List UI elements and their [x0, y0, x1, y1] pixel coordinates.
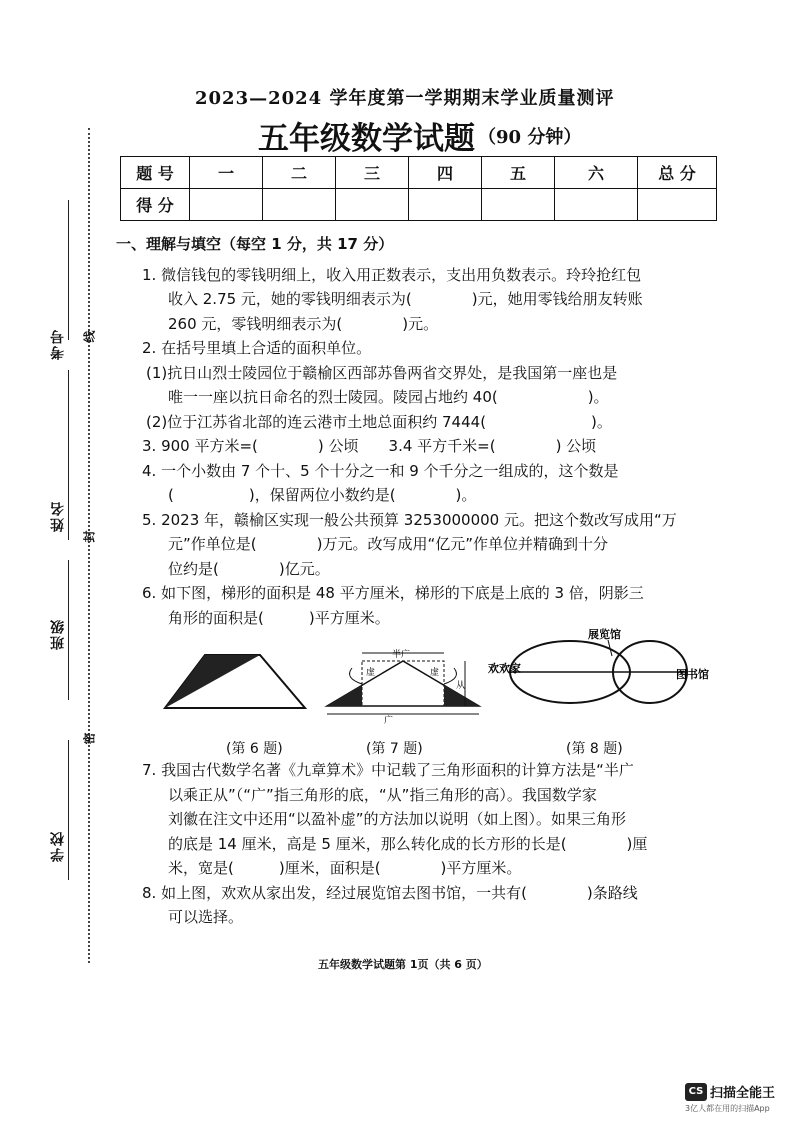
question-1-line: 260 元，零钱明细表示为( )元。 — [168, 314, 439, 333]
name-label: 姓名 — [50, 500, 66, 532]
question-2-line: (1)抗日山烈士陵园位于赣榆区西部苏鲁两省交界处，是我国第一座也是 — [146, 363, 618, 382]
height-label: 从 — [456, 681, 466, 691]
exam-duration: （90 分钟） — [478, 127, 582, 148]
score-cell: 总 分 — [638, 157, 717, 189]
half-base-label: 半广 — [392, 650, 411, 660]
class-line — [68, 560, 69, 700]
score-blank[interactable] — [190, 189, 263, 221]
class-label: 班级 — [50, 618, 66, 650]
figure-6-trapezoid — [160, 650, 310, 712]
figure-7-caption: (第 7 题) — [366, 741, 423, 757]
question-4-line: ( )，保留两位小数约是( )。 — [168, 486, 477, 504]
left-void-label: 虚 — [366, 668, 376, 678]
figure-6-caption: (第 6 题) — [226, 741, 283, 757]
exam-year-heading: 2023—2024 学年度第一学期期末学业质量测评 — [195, 88, 615, 109]
question-7-line: 米，宽是( )厘米，面积是( )平方厘米。 — [168, 859, 522, 877]
name-line — [68, 370, 69, 540]
section-title: 一、理解与填空（每空 1 分，共 17 分） — [116, 235, 394, 253]
score-cell: 五 — [482, 157, 555, 189]
question-7-line: 的底是 14 厘米，高是 5 厘米，那么转化成的长方形的长是( )厘 — [168, 834, 648, 853]
question-1-line: 1. 微信钱包的零钱明细上，收入用正数表示，支出用负数表示。玲玲抢红包 — [142, 265, 642, 284]
score-cell: 得 分 — [121, 189, 190, 221]
question-2-line: (2)位于江苏省北部的连云港市土地总面积约 7444( )。 — [146, 412, 612, 431]
score-blank[interactable] — [263, 189, 336, 221]
question-6-line: 6. 如下图，梯形的面积是 48 平方厘米，梯形的下底是上底的 3 倍，阴影三 — [142, 584, 644, 602]
score-cell: 六 — [555, 157, 638, 189]
shaded-triangle — [165, 655, 260, 708]
question-7-line: 以乘正从”（“广”指三角形的底，“从”指三角形的高）。我国数学家 — [168, 785, 597, 804]
score-blank[interactable] — [482, 189, 555, 221]
question-2-line: 2. 在括号里填上合适的面积单位。 — [142, 339, 372, 357]
score-cell: 二 — [263, 157, 336, 189]
question-5-line: 元”作单位是( )万元。改写成用“亿元”作单位并精确到十分 — [168, 535, 609, 553]
score-blank[interactable] — [638, 189, 717, 221]
mark-line: 线 — [82, 330, 97, 343]
exam-title: 五年级数学试题 — [258, 121, 475, 157]
scanner-watermark — [685, 1081, 775, 1114]
score-table — [120, 156, 717, 221]
question-1-line: 收入 2.75 元，她的零钱明细表示为( )元，她用零钱给朋友转账 — [168, 290, 643, 308]
question-5-line: 5. 2023 年，赣榆区实现一般公共预算 3253000000 元。把这个数改写成用“万 — [142, 510, 677, 529]
exam-no-label: 考号 — [50, 328, 66, 360]
question-8-line: 可以选择。 — [168, 908, 244, 926]
section-1-continued — [116, 758, 706, 930]
score-blank[interactable] — [409, 189, 482, 221]
question-7-line: 7. 我国古代数学名著《九章算术》中记载了三角形面积的计算方法是“半广 — [142, 761, 634, 779]
base-label: 广 — [384, 716, 394, 726]
score-cell: 四 — [409, 157, 482, 189]
question-2-line: 唯一一座以抗日命名的烈士陵园。陵园占地约 40( )。 — [168, 388, 609, 406]
score-cell: 三 — [336, 157, 409, 189]
question-3-line: 3. 900 平方米=( ) 公顷 3.4 平方千米=( ) 公顷 — [142, 437, 597, 455]
museum-label: 展览馆 — [588, 628, 621, 641]
score-cell: 题 号 — [121, 157, 190, 189]
scanner-name: 扫描全能王 — [710, 1086, 776, 1101]
scanner-logo-icon: CS — [685, 1083, 707, 1101]
question-5-line: 位约是( )亿元。 — [168, 559, 330, 578]
mark-seal: 封 — [82, 530, 97, 543]
home-label: 欢欢家 — [488, 662, 521, 675]
figure-8-routes — [488, 626, 713, 726]
figure-7-triangle — [322, 648, 482, 726]
question-7-line: 刘徽在注文中还用“以盈补虚”的方法加以说明（如上图）。如果三角形 — [168, 810, 627, 828]
left-move-arrow — [350, 668, 362, 684]
mark-secret: 密 — [82, 732, 97, 745]
score-blank[interactable] — [336, 189, 409, 221]
score-table-score-row — [121, 189, 717, 221]
right-void-label: 虚 — [430, 668, 440, 678]
score-blank[interactable] — [555, 189, 638, 221]
section-1 — [116, 232, 706, 630]
page-footer: 五年级数学试题第 1页（共 6 页） — [318, 958, 488, 971]
question-6-line: 角形的面积是( )平方厘米。 — [168, 608, 390, 627]
school-line — [68, 740, 69, 880]
figure-8-caption: (第 8 题) — [566, 741, 623, 757]
scanner-tagline: 3亿人都在用的扫描App — [685, 1104, 770, 1113]
score-cell: 一 — [190, 157, 263, 189]
question-4-line: 4. 一个小数由 7 个十、5 个十分之一和 9 个千分之一组成的，这个数是 — [142, 461, 619, 480]
school-label: 学校 — [50, 830, 66, 862]
seal-dotted-line — [88, 128, 90, 963]
question-8-line: 8. 如上图，欢欢从家出发，经过展览馆去图书馆，一共有( )条路线 — [142, 883, 638, 902]
right-move-arrow — [444, 668, 456, 684]
exam-no-line — [68, 200, 69, 340]
library-label: 图书馆 — [676, 668, 709, 681]
score-table-header-row — [121, 157, 717, 189]
